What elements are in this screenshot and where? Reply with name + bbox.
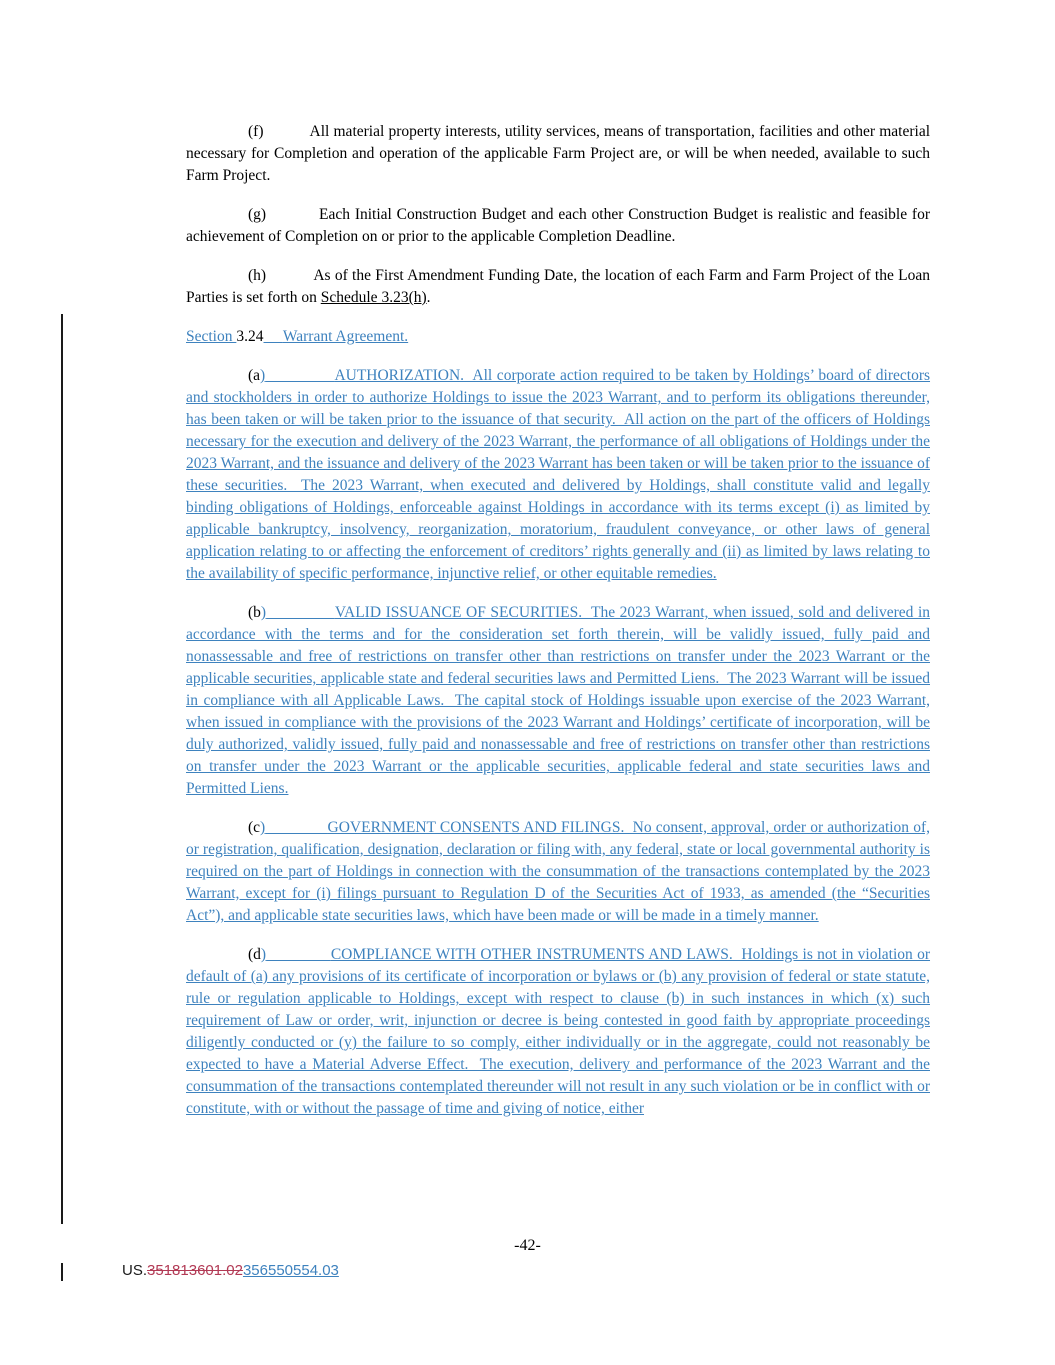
- tab-h: [266, 267, 313, 284]
- doc-id: [122, 1261, 339, 1281]
- section-heading-tab: [264, 328, 283, 345]
- tab-d: [266, 946, 331, 963]
- revision-change-bar: [61, 314, 63, 1224]
- list-label-b: (b: [248, 604, 261, 621]
- list-label-close-b: ): [260, 604, 267, 621]
- paragraph-text: .: [426, 289, 431, 306]
- paragraph-text: Each Initial Construction Budget and each other Construction Budget is realistic and feasible for achievement of Completion on or prior to the applicable Completion Deadline.: [186, 206, 931, 245]
- body-text: [186, 121, 930, 1137]
- paragraphs-before-section: [186, 121, 930, 309]
- section-heading-word: Section: [186, 328, 233, 345]
- list-label-h: (h): [248, 267, 267, 284]
- paragraph-c: [186, 817, 930, 927]
- doc-id-prefix: US.: [122, 1262, 148, 1279]
- list-label-a: (a: [248, 367, 261, 384]
- paragraph-g: [186, 204, 930, 248]
- paragraph-text: All material property interests, utility services, means of transportation, facilities and other material necessary for Completion and operation of the applicable Farm Project are, or will be when needed, available to such Farm Project.: [186, 123, 930, 184]
- doc-id-deleted: 351813601.02: [147, 1262, 243, 1279]
- tab-g: [266, 206, 319, 223]
- section-heading: [186, 326, 930, 348]
- paragraph-text: Schedule 3.23(h): [320, 289, 427, 306]
- paragraph-text: AUTHORIZATION. All corporate action required to be taken by Holdings’ board of directors and stockholders in order to authorize Holdings to issue the 2023 Warrant, and to perform its obligations thereunder, has been taken or will be taken prior to the issuance of that security. All action on the part of the officers of Holdings necessary for the execution and delivery of the 2023 Warrant, the performance of all obligations of Holdings under the 2023 Warrant, and the issuance and delivery of the 2023 Warrant has been taken or will be taken prior to the issuance of these securities. The 2023 Warrant, when executed and delivered by Holdings, shall constitute valid and legally binding obligations of Holdings, enforceable against Holdings in accordance with its terms except (i) as limited by applicable bankruptcy, insolvency, reorganization, moratorium, fraudulent conveyance, or other laws of general application relating to or affecting the enforcement of creditors’ rights generally and (ii) as limited by laws relating to the availability of specific performance, injunctive relief, or other equitable remedies.: [186, 367, 931, 582]
- list-label-close-d: ): [260, 946, 267, 963]
- paragraph-text: VALID ISSUANCE OF SECURITIES. The 2023 Warrant, when issued, sold and delivered in accordance with the terms and for the consideration set forth therein, will be validly issued, fully paid and nonassessable and free of restrictions on transfer other than restrictions on transfer under the 2023 Warrant or the applicable securities, applicable state and federal securities laws and Permitted Liens. The 2023 Warrant will be issued in compliance with all Applicable Laws. The capital stock of Holdings issuable upon exercise of the 2023 Warrant, when issued in compliance with the provisions of the 2023 Warrant and Holdings’ certificate of incorporation, will be duly authorized, validly issued, fully paid and nonassessable and free of restrictions on transfer other than restrictions on transfer under the 2023 Warrant or the applicable securities, applicable federal and state securities laws and Permitted Liens.: [186, 604, 930, 797]
- section-heading-number: 3.24: [236, 328, 264, 345]
- tab-a: [265, 367, 334, 384]
- paragraph-d: [186, 944, 930, 1120]
- paragraph-h: [186, 265, 930, 309]
- paragraphs-after-section: [186, 365, 930, 1120]
- list-label-d: (d: [248, 946, 261, 963]
- section-heading-title: Warrant Agreement.: [282, 328, 409, 345]
- footer-change-bar: [61, 1263, 63, 1281]
- paragraph-text: GOVERNMENT CONSENTS AND FILINGS. No consent, approval, order or authorization of, or registration, qualification, designation, declaration or filing with, any federal, state or local governmental authority is required on the part of Holdings in connection with the consummation of the transactions contemplated by the 2023 Warrant, except for (i) filings pursuant to Regulation D of the Securities Act of 1933, as amended (the “Securities Act”), and applicable state securities laws, which have been made or will be made in a timely manner.: [186, 819, 930, 924]
- paragraph-f: [186, 121, 930, 187]
- doc-id-inserted: 356550554.03: [242, 1262, 339, 1279]
- tab-f: [264, 123, 310, 140]
- list-label-close-c: ): [260, 819, 266, 836]
- tab-b: [266, 604, 335, 621]
- list-label-g: (g): [248, 206, 267, 223]
- tab-c: [265, 819, 327, 836]
- paragraph-b: [186, 602, 930, 800]
- paragraph-text: COMPLIANCE WITH OTHER INSTRUMENTS AND LAWS. Holdings is not in violation or default of (a) any provisions of its certificate of incorporation or bylaws or (b) any provision of federal or state statute, rule or regulation applicable to Holdings, except with respect to clause (b) in such instances in which (x) such requirement of Law or order, writ, injunction or decree is being contested in good faith by appropriate proceedings diligently conducted or (y) the failure to so comply, either individually or in the aggregate, could not reasonably be expected to have a Material Adverse Effect. The execution, delivery and performance of the 2023 Warrant and the consummation of the transactions contemplated thereunder will not result in any such violation or be in conflict with or constitute, with or without the passage of time and giving of notice, either: [186, 946, 931, 1117]
- list-label-f: (f): [248, 123, 264, 140]
- list-label-c: (c: [248, 819, 261, 836]
- paragraph-a: [186, 365, 930, 585]
- page-number: -42-: [514, 1237, 541, 1254]
- paragraph-text: As of the First Amendment Funding Date, the location of each Farm and Farm Project of the Loan Parties is set forth on: [186, 267, 930, 306]
- list-label-close-a: ): [260, 367, 266, 384]
